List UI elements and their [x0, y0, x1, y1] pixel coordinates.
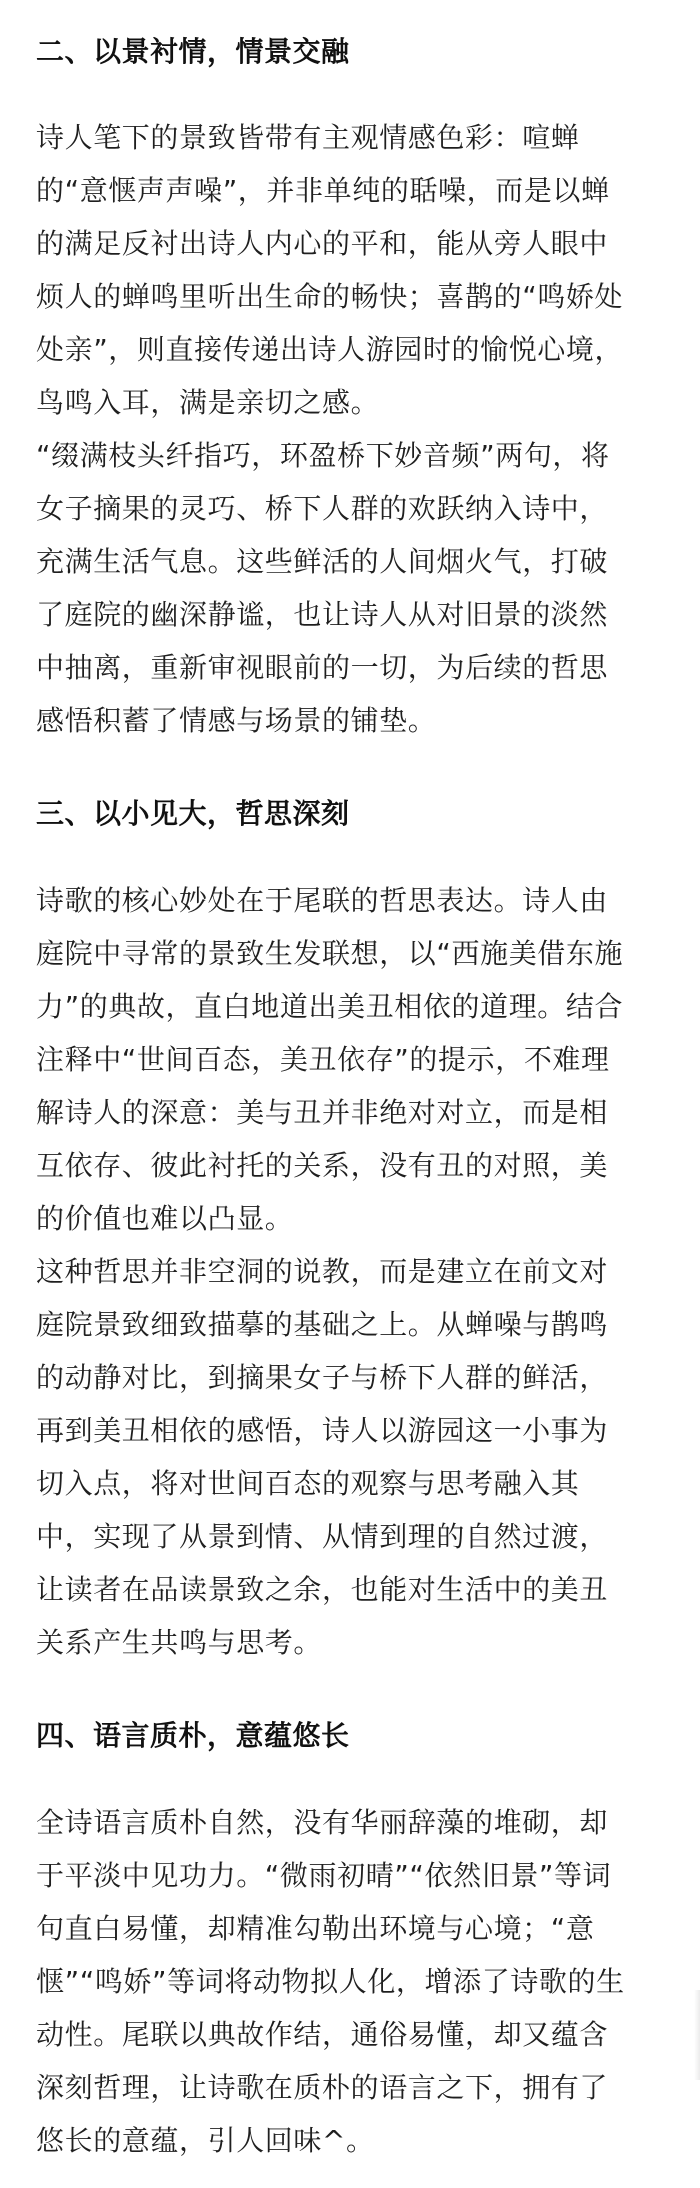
section-heading: 四、语言质朴，意蕴悠长 [36, 1719, 350, 1752]
paragraph-line: 解诗人的深意：美与丑并非绝对对立，而是相 [36, 1096, 609, 1129]
paragraph-line: 让读者在品读景致之余，也能对生活中的美丑 [36, 1573, 609, 1606]
section-heading: 三、以小见大，哲思深刻 [36, 797, 350, 830]
paragraph-line: 惬”“鸣娇”等词将动物拟人化，增添了诗歌的生 [36, 1965, 625, 1998]
scroll-edge-shadow [694, 1990, 700, 2080]
paragraph-line: 诗歌的核心妙处在于尾联的哲思表达。诗人由 [36, 884, 609, 917]
paragraph-line: 注释中“世间百态，美丑依存”的提示，不难理 [36, 1043, 610, 1076]
paragraph-line: 悠长的意蕴，引人回味^。 [36, 2124, 375, 2157]
paragraph-line: 互依存、彼此衬托的关系，没有丑的对照，美 [36, 1149, 609, 1182]
paragraph-line: 感悟积蓄了情感与场景的铺垫。 [36, 704, 437, 737]
paragraph-line: 女子摘果的灵巧、桥下人群的欢跃纳入诗中， [36, 492, 609, 525]
paragraph-line: 庭院中寻常的景致生发联想，以“西施美借东施 [36, 937, 624, 970]
paragraph-line: 的“意惬声声噪”，并非单纯的聒噪，而是以蝉 [36, 174, 610, 207]
paragraph-line: 诗人笔下的景致皆带有主观情感色彩：喧蝉 [36, 121, 580, 154]
paragraph-line: 全诗语言质朴自然，没有华丽辞藻的堆砌，却 [36, 1806, 609, 1839]
paragraph-line: 充满生活气息。这些鲜活的人间烟火气，打破 [36, 545, 609, 578]
paragraph-line: 句直白易懂，却精准勾勒出环境与心境；“意 [36, 1912, 595, 1945]
paragraph-line: 这种哲思并非空洞的说教，而是建立在前文对 [36, 1255, 609, 1288]
paragraph-line: 烦人的蝉鸣里听出生命的畅快；喜鹊的“鸣娇处 [36, 280, 624, 313]
paragraph-line: 的满足反衬出诗人内心的平和，能从旁人眼中 [36, 227, 609, 260]
paragraph-line: 处亲”，则直接传递出诗人游园时的愉悦心境， [36, 333, 624, 366]
paragraph-line: 深刻哲理，让诗歌在质朴的语言之下，拥有了 [36, 2071, 609, 2104]
section-heading: 二、以景衬情，情景交融 [36, 35, 350, 68]
paragraph-line: 中抽离，重新审视眼前的一切，为后续的哲思 [36, 651, 609, 684]
paragraph-line: 再到美丑相依的感悟，诗人以游园这一小事为 [36, 1414, 609, 1447]
paragraph-line: 庭院景致细致描摹的基础之上。从蝉噪与鹊鸣 [36, 1308, 609, 1341]
paragraph-line: 鸟鸣入耳，满是亲切之感。 [36, 386, 380, 419]
paragraph-line: 的动静对比，到摘果女子与桥下人群的鲜活， [36, 1361, 609, 1394]
paragraph-line: 的价值也难以凸显。 [36, 1202, 294, 1235]
paragraph-line: “缀满枝头纤指巧，环盈桥下妙音频”两句，将 [36, 439, 610, 472]
paragraph-line: 中，实现了从景到情、从情到理的自然过渡， [36, 1520, 609, 1553]
paragraph-line: 动性。尾联以典故作结，通俗易懂，却又蕴含 [36, 2018, 609, 2051]
paragraph-line: 切入点，将对世间百态的观察与思考融入其 [36, 1467, 580, 1500]
paragraph-line: 力”的典故，直白地道出美丑相依的道理。结合 [36, 990, 624, 1023]
paragraph-line: 了庭院的幽深静谧，也让诗人从对旧景的淡然 [36, 598, 609, 631]
paragraph-line: 于平淡中见功力。“微雨初晴”“依然旧景”等词 [36, 1859, 612, 1892]
paragraph-line: 关系产生共鸣与思考。 [36, 1626, 323, 1659]
